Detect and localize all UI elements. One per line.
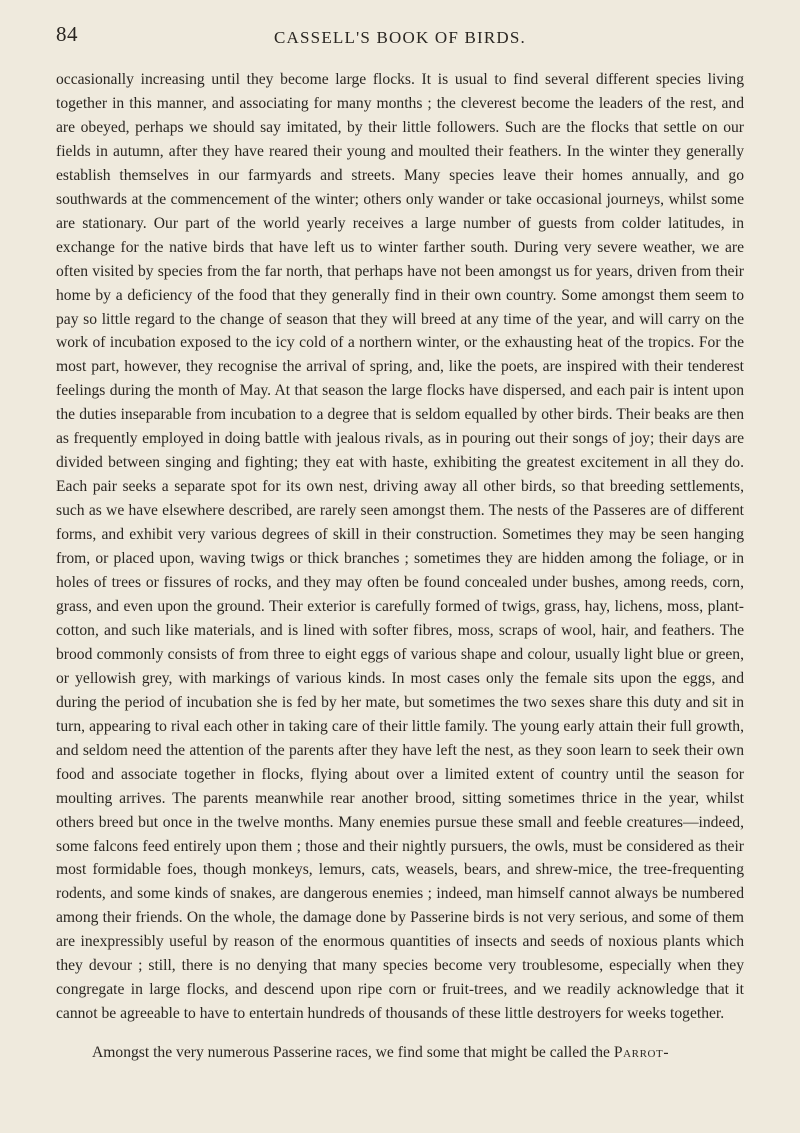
page-number: 84 [56,22,78,46]
running-title: CASSELL'S BOOK OF BIRDS. [274,28,526,47]
paragraph-smallcaps-tail: Parrot- [613,1044,670,1062]
body-text [56,68,744,1065]
paragraph-continued [56,1041,744,1065]
page-header [56,22,744,52]
paragraph: occasionally increasing until they become large flocks. It is usual to find several different species living together in this manner, and associating for many months ; the cleverest become the leaders of the rest, and are obeyed, perhaps we should say imitated, by their little followers. Such are the flocks that settle on our fields in autumn, after they have reared their young and moulted their feathers. In the winter they generally establish themselves in our farmyards and streets. Many species leave their homes annually, and go southwards at the commencement of the winter; others only wander or take occasional journeys, whilst some are stationary. Our part of the world yearly receives a large number of guests from colder latitudes, in exchange for the native birds that have left us to winter farther south. During very severe weather, we are often visited by species from the far north, that perhaps have not been amongst us for years, driven from their home by a deficiency of the food that they generally find in their own country. Some amongst them seem to pay so little regard to the change of season that they will breed at any time of the year, and will carry on the work of incubation exposed to the icy cold of a northern winter, or the exhausting heat of the tropics. For the most part, however, they recognise the arrival of spring, and, like the poets, are inspired with their tenderest feelings during the month of May. At that season the large flocks have dispersed, and each pair is intent upon the duties inseparable from incubation to a degree that is seldom equalled by other birds. Their beaks are then as frequently employed in doing battle with jealous rivals, as in pouring out their songs of joy; their days are divided between singing and fighting; they eat with haste, exhibiting the greatest excitement in all they do. Each pair seeks a separate spot for its own nest, driving away all other birds, so that breeding settlements, such as we have elsewhere described, are rarely seen amongst them. The nests of the Passeres are of different forms, and exhibit very various degrees of skill in their construction. Sometimes they may be seen hanging from, or placed upon, waving twigs or thick branches ; sometimes they are hidden among the foliage, or in holes of trees or fissures of rocks, and they may often be found concealed under bushes, among reeds, corn, grass, and even upon the ground. Their exterior is carefully formed of twigs, grass, hay, lichens, moss, plant-cotton, and such like materials, and is lined with softer fibres, moss, scraps of wool, hair, and feathers. The brood commonly consists of from three to eight eggs of various shape and colour, usually light blue or green, or yellowish grey, with markings of various kinds. In most cases only the female sits upon the eggs, and during the period of incubation she is fed by her mate, but sometimes the two sexes share this duty and sit in turn, appearing to rival each other in taking care of their little family. The young early attain their full growth, and seldom need the attention of the parents after they have left the nest, as they soon learn to seek their own food and associate together in flocks, flying about over a limited extent of country until the season for moulting arrives. The parents meanwhile rear another brood, sitting sometimes thrice in the year, whilst others breed but once in the twelve months. Many enemies pursue these small and feeble creatures—indeed, some falcons feed entirely upon them ; those and their nightly pursuers, the owls, must be considered as their most formidable foes, though monkeys, lemurs, cats, weasels, bears, and shrew-mice, the tree-frequenting rodents, and some kinds of snakes, are dangerous enemies ; indeed, man himself cannot always be numbered among their friends. On the whole, the damage done by Passerine birds is not very serious, and some of them are inexpressibly useful by reason of the enormous quantities of insects and seeds of noxious plants which they devour ; still, there is no denying that many species become very troublesome, especially when they congregate in large flocks, and descend upon ripe corn or fruit-trees, and we readily acknowledge that it cannot be agreeable to have to entertain hundreds of thousands of these little destroyers for weeks together. [56,71,744,1023]
paragraph-text: Amongst the very numerous Passerine races, we find some that might be called the [92,1044,610,1062]
